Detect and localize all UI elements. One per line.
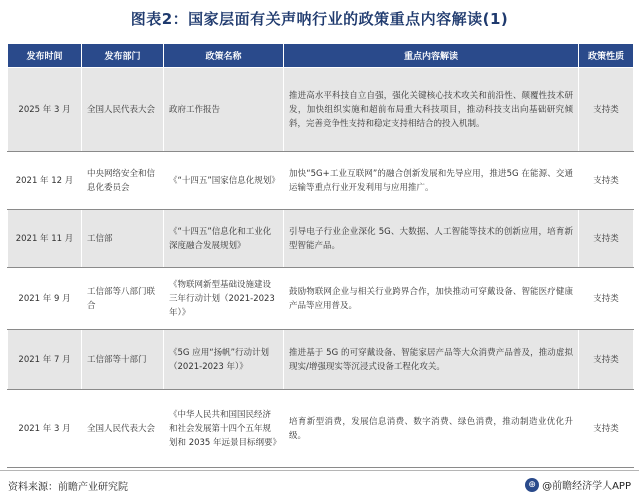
cell-policy: 政府工作报告 [164,68,284,152]
cell-content: 推进基于 5G 的可穿戴设备、智能家居产品等大众消费产品普及，推动虚拟现实/增强现实等沉浸式设备工程化攻关。 [284,330,579,390]
col-header-dept: 发布部门 [82,44,164,68]
cell-policy: 《中华人民共和国国民经济和社会发展第十四个五年规划和 2035 年远景目标纲要》 [164,390,284,468]
cell-date: 2021 年 12 月 [8,152,82,210]
footer [0,470,639,504]
col-header-content: 重点内容解读 [284,44,579,68]
cell-dept: 全国人民代表大会 [82,390,164,468]
table-row [8,210,634,268]
cell-nature: 支持类 [579,152,634,210]
cell-policy: 《5G 应用“扬帆”行动计划（2021-2023 年）》 [164,330,284,390]
table-row [8,152,634,210]
col-header-date: 发布时间 [8,44,82,68]
cell-nature: 支持类 [579,68,634,152]
cell-content: 培育新型消费，发展信息消费、数字消费、绿色消费，推动制造业优化升级。 [284,390,579,468]
cell-dept: 全国人民代表大会 [82,68,164,152]
cell-policy: 《“十四五”信息化和工业化深度融合发展规划》 [164,210,284,268]
cell-content: 引导电子行业企业深化 5G、大数据、人工智能等技术的创新应用，培育新型智能产品。 [284,210,579,268]
cell-nature: 支持类 [579,268,634,330]
cell-date: 2021 年 9 月 [8,268,82,330]
table-header-row [8,44,634,68]
cell-policy: 《物联网新型基础设施建设三年行动计划（2021-2023 年）》 [164,268,284,330]
cell-dept: 工信部等八部门联合 [82,268,164,330]
cell-date: 2025 年 3 月 [8,68,82,152]
brand-label: @前瞻经济学人APP [542,481,631,492]
cell-content: 推进高水平科技自立自强，强化关键核心技术攻关和前沿性、颠覆性技术研发，加快组织实施和超前布局重大科技项目，推动科技支出向基础研究倾斜，完善竞争性支持和稳定支持相结合的投入机制。 [284,68,579,152]
cell-date: 2021 年 3 月 [8,390,82,468]
cell-nature: 支持类 [579,390,634,468]
source-note: 资料来源：前瞻产业研究院 [8,482,128,493]
cell-dept: 工信部 [82,210,164,268]
col-header-nature: 政策性质 [579,44,634,68]
table-row [8,390,634,468]
cell-policy: 《“十四五”国家信息化规划》 [164,152,284,210]
cell-nature: 支持类 [579,210,634,268]
cell-date: 2021 年 7 月 [8,330,82,390]
cell-content: 鼓励物联网企业与相关行业跨界合作，加快推动可穿戴设备、智能医疗健康产品等应用普及。 [284,268,579,330]
page-title: 图表2：国家层面有关声呐行业的政策重点内容解读(1) [130,10,509,28]
cell-content: 加快“5G+工业互联网”的融合创新发展和先导应用，推进5G 在能源、交通运输等重点行业开发利用与应用推广。 [284,152,579,210]
cell-dept: 中央网络安全和信息化委员会 [82,152,164,210]
table-row [8,68,634,152]
table-row [8,268,634,330]
qianzhan-logo-icon: ⊕ [525,478,539,492]
table-row [8,330,634,390]
cell-nature: 支持类 [579,330,634,390]
brand-credit [525,477,631,492]
col-header-policy: 政策名称 [164,44,284,68]
policy-table [7,43,634,468]
cell-date: 2021 年 11 月 [8,210,82,268]
cell-dept: 工信部等十部门 [82,330,164,390]
